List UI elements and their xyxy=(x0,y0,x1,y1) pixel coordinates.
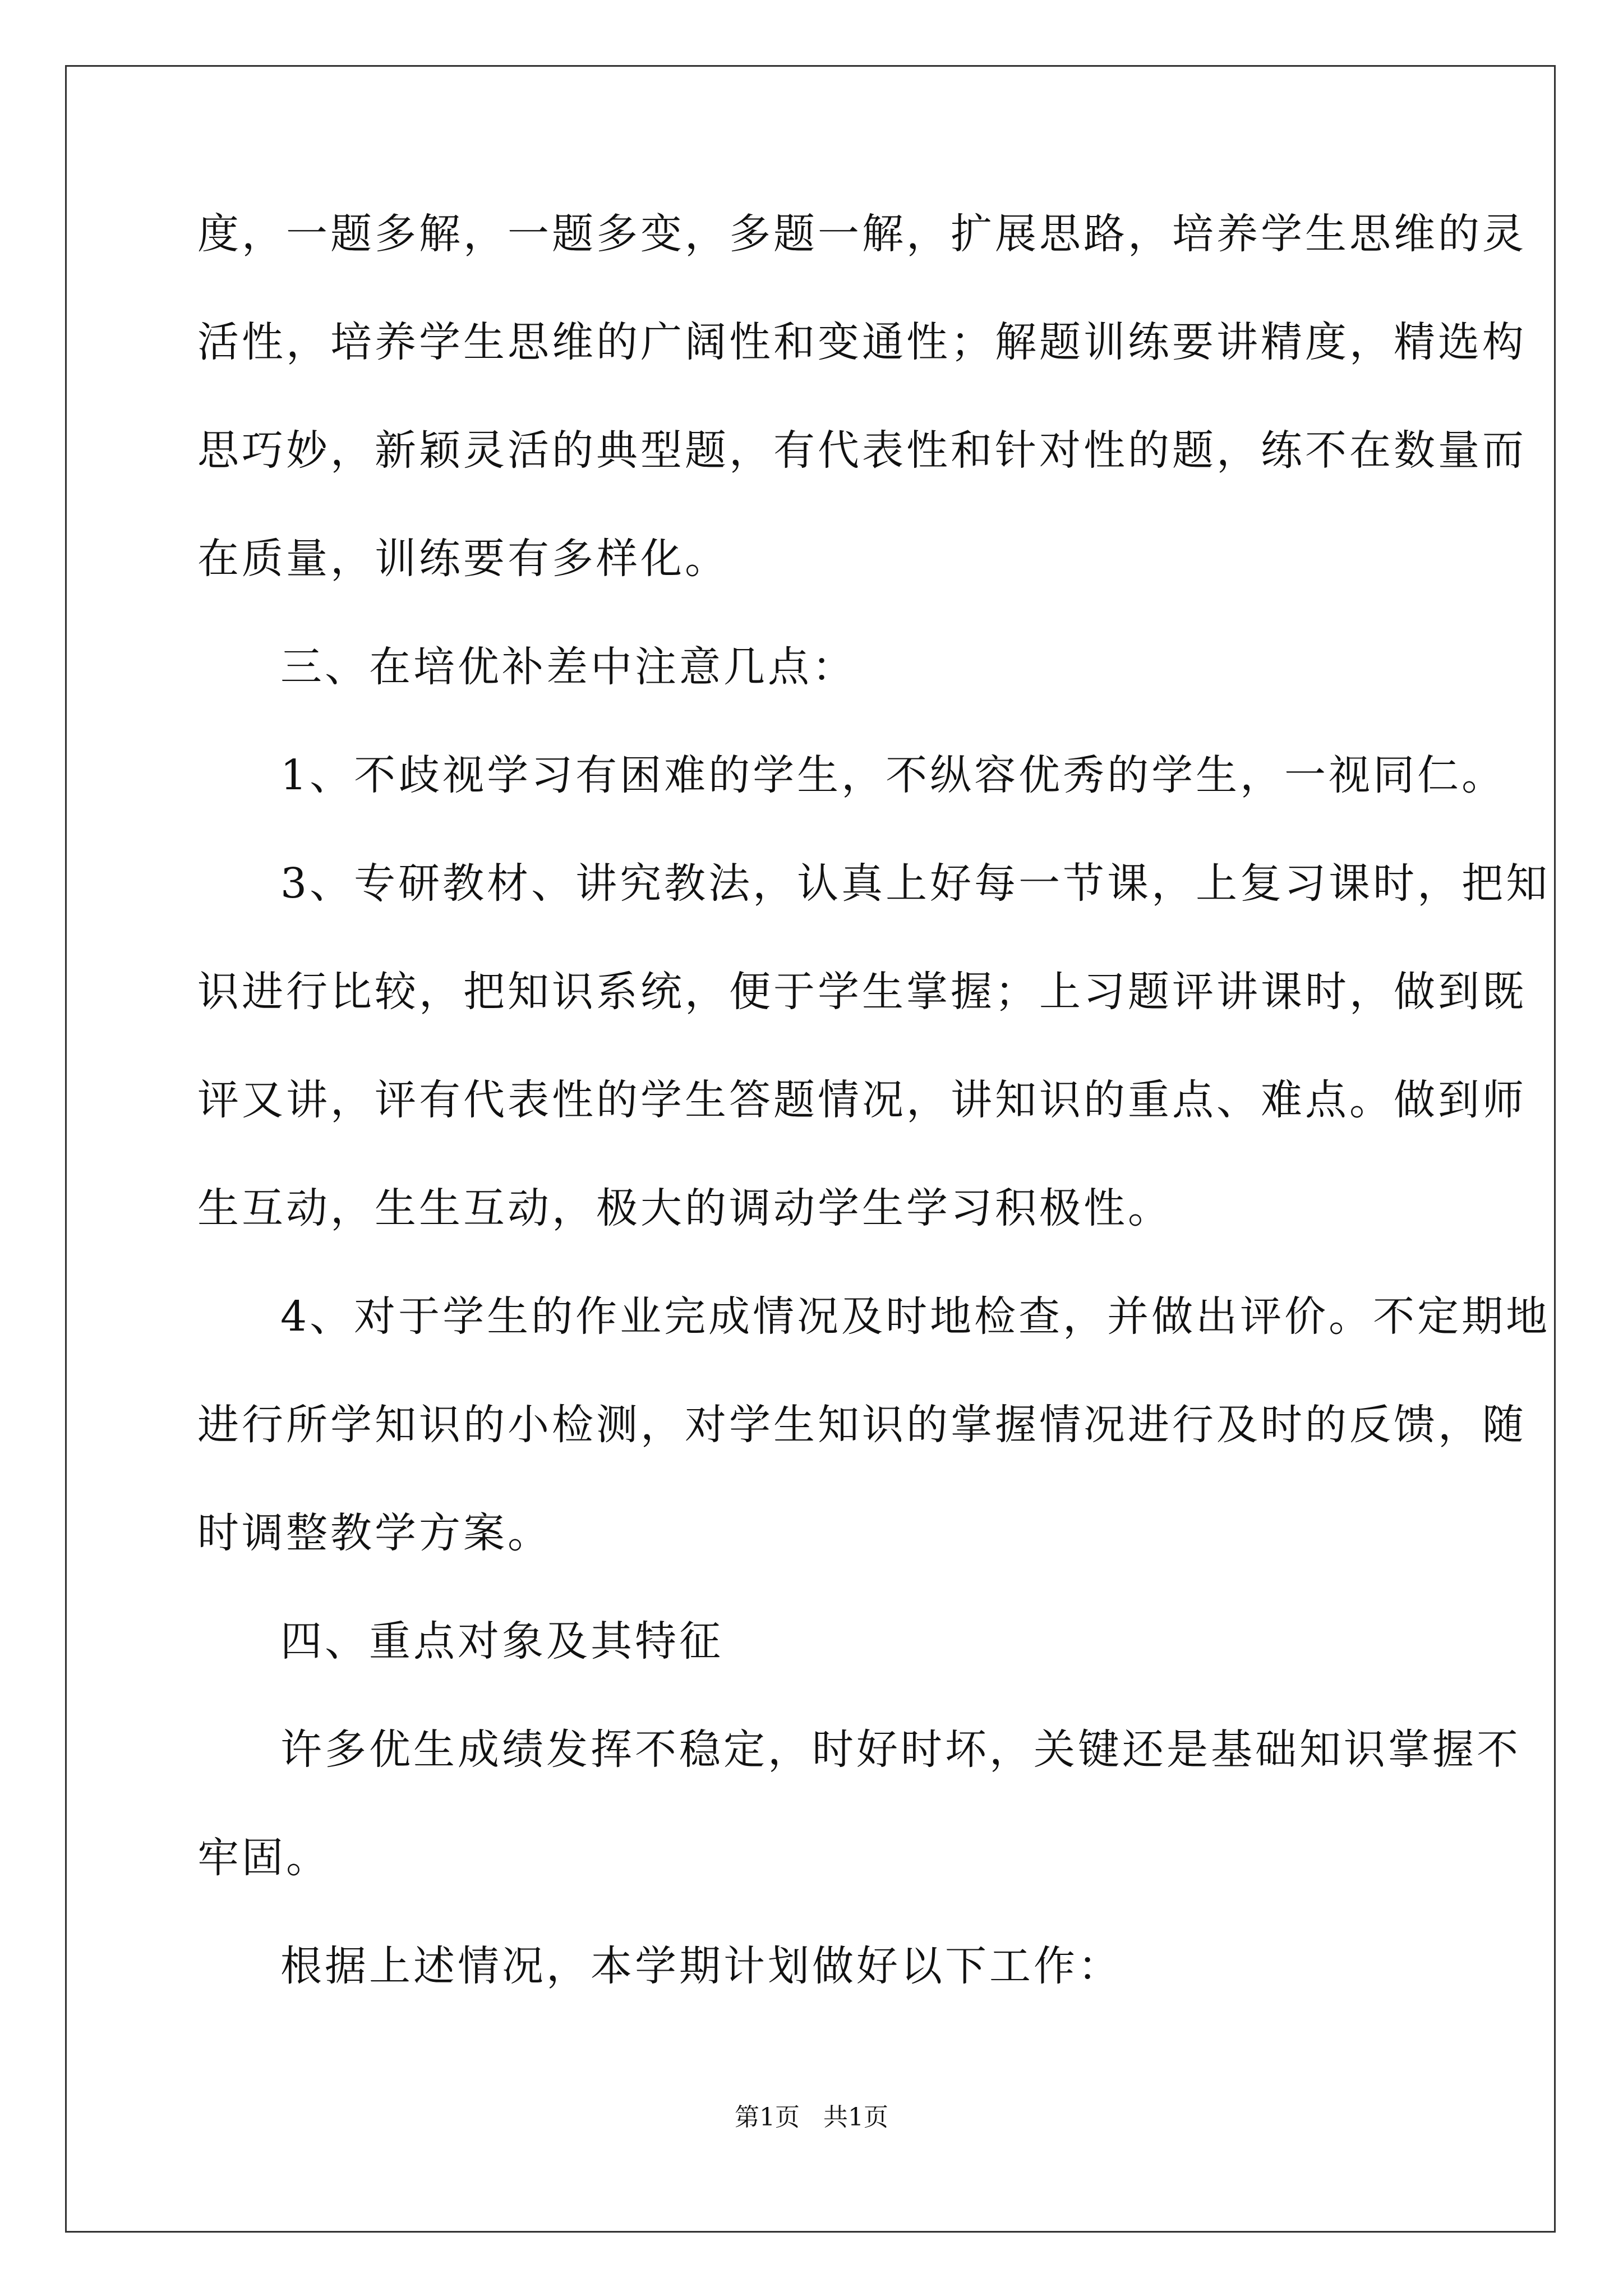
text-line: 进行所学知识的小检测，对学生知识的掌握情况进行及时的反馈，随 xyxy=(197,1401,1527,1449)
text-line: 3、专研教材、讲究教法，认真上好每一节课，上复习课时，把知 xyxy=(280,859,1551,908)
page-number: 第1页 共1页 xyxy=(735,2103,888,2132)
text-line: 度，一题多解，一题多变，多题一解，扩展思路，培养学生思维的灵 xyxy=(197,210,1527,258)
section-heading: 四、重点对象及其特征 xyxy=(280,1617,723,1665)
text-line: 在质量，训练要有多样化。 xyxy=(197,535,729,583)
text-line: 生互动，生生互动，极大的调动学生学习积极性。 xyxy=(197,1184,1172,1232)
text-line: 活性，培养学生思维的广阔性和变通性；解题训练要讲精度，精选构 xyxy=(197,318,1527,366)
text-line: 根据上述情况，本学期计划做好以下工作： xyxy=(280,1942,1122,1990)
page-border xyxy=(65,65,1556,2233)
text-line: 1、不歧视学习有困难的学生，不纵容优秀的学生，一视同仁。 xyxy=(280,751,1506,799)
text-line: 许多优生成绩发挥不稳定，时好时坏，关键还是基础知识掌握不 xyxy=(280,1726,1521,1774)
section-heading: 三、在培优补差中注意几点： xyxy=(280,643,856,691)
text-line: 4、对于学生的作业完成情况及时地检查，并做出评价。不定期地 xyxy=(280,1292,1551,1341)
text-line: 牢固。 xyxy=(197,1834,330,1882)
text-line: 评又讲，评有代表性的学生答题情况，讲知识的重点、难点。做到师 xyxy=(197,1076,1527,1124)
text-line: 思巧妙，新颖灵活的典型题，有代表性和针对性的题，练不在数量而 xyxy=(197,426,1527,475)
text-line: 时调整教学方案。 xyxy=(197,1509,552,1557)
text-line: 识进行比较，把知识系统，便于学生掌握；上习题评讲课时，做到既 xyxy=(197,968,1527,1016)
